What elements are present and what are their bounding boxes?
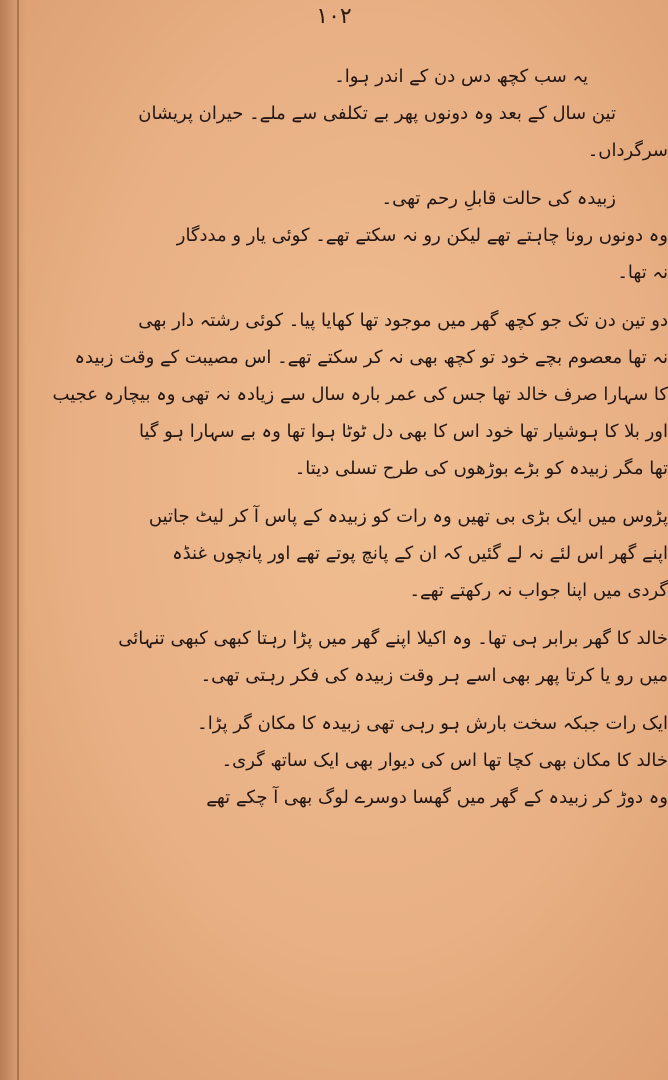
text-line: اور بلا کا ہوشیار تھا خود اس کا بھی دل ٹوٹا ہوا تھا وہ بے سہارا ہو گیا	[138, 421, 668, 442]
text-line: تین سال کے بعد وہ دونوں پھر بے تکلفی سے ملے۔ حیران پریشان	[138, 103, 616, 124]
text-line: پڑوس میں ایک بڑی بی تھیں وہ رات کو زبیدہ کے پاس آ کر لیٹ جاتیں	[148, 506, 668, 527]
text-line: نہ تھا معصوم بچے خود تو کچھ بھی نہ کر سکتے تھے۔ اس مصیبت کے وقت زبیدہ	[74, 347, 668, 368]
text-line: وہ دونوں رونا چاہتے تھے لیکن رو نہ سکتے تھے۔ کوئی یار و مددگار	[176, 225, 668, 246]
text-line: گردی میں اپنا جواب نہ رکھتے تھے۔	[409, 580, 668, 601]
page-binding-shadow	[0, 0, 26, 1080]
text-line: یہ سب کچھ دس دن کے اندر ہوا۔	[334, 66, 588, 87]
text-line: زبیدہ کی حالت قابلِ رحم تھی۔	[381, 188, 616, 209]
text-line: خالد کا گھر برابر ہی تھا۔ وہ اکیلا اپنے گھر میں پڑا رہتا کبھی کبھی تنہائی	[118, 628, 668, 649]
text-line: وہ دوڑ کر زبیدہ کے گھر میں گھسا دوسرے لوگ بھی آ چکے تھے	[206, 787, 668, 808]
text-line: اپنے گھر اس لئے نہ لے گئیں کہ ان کے پانچ پوتے تھے اور پانچوں غنڈہ	[172, 543, 668, 564]
text-line: خالد کا مکان بھی کچا تھا اس کی دیوار بھی ایک ساتھ گری۔	[221, 750, 668, 771]
text-line: تھا مگر زبیدہ کو بڑے بوڑھوں کی طرح تسلی دیتا۔	[294, 458, 668, 479]
text-line: کا سہارا صرف خالد تھا جس کی عمر بارہ سال سے زیادہ نہ تھی وہ بیچارہ عجیب	[52, 384, 668, 405]
text-line: دو تین دن تک جو کچھ گھر میں موجود تھا کھایا پیا۔ کوئی رشتہ دار بھی	[138, 310, 668, 331]
text-body	[30, 58, 668, 816]
text-line: نہ تھا۔	[617, 262, 668, 283]
page-number: ۱۰۲	[316, 4, 352, 29]
page-margin-rule	[17, 0, 19, 1080]
text-line: سرگرداں۔	[587, 140, 668, 161]
text-line: ایک رات جبکہ سخت بارش ہو رہی تھی زبیدہ کا مکان گر پڑا۔	[197, 713, 668, 734]
text-line: میں رو یا کرتا پھر بھی اسے ہر وقت زبیدہ کی فکر رہتی تھی۔	[200, 665, 668, 686]
